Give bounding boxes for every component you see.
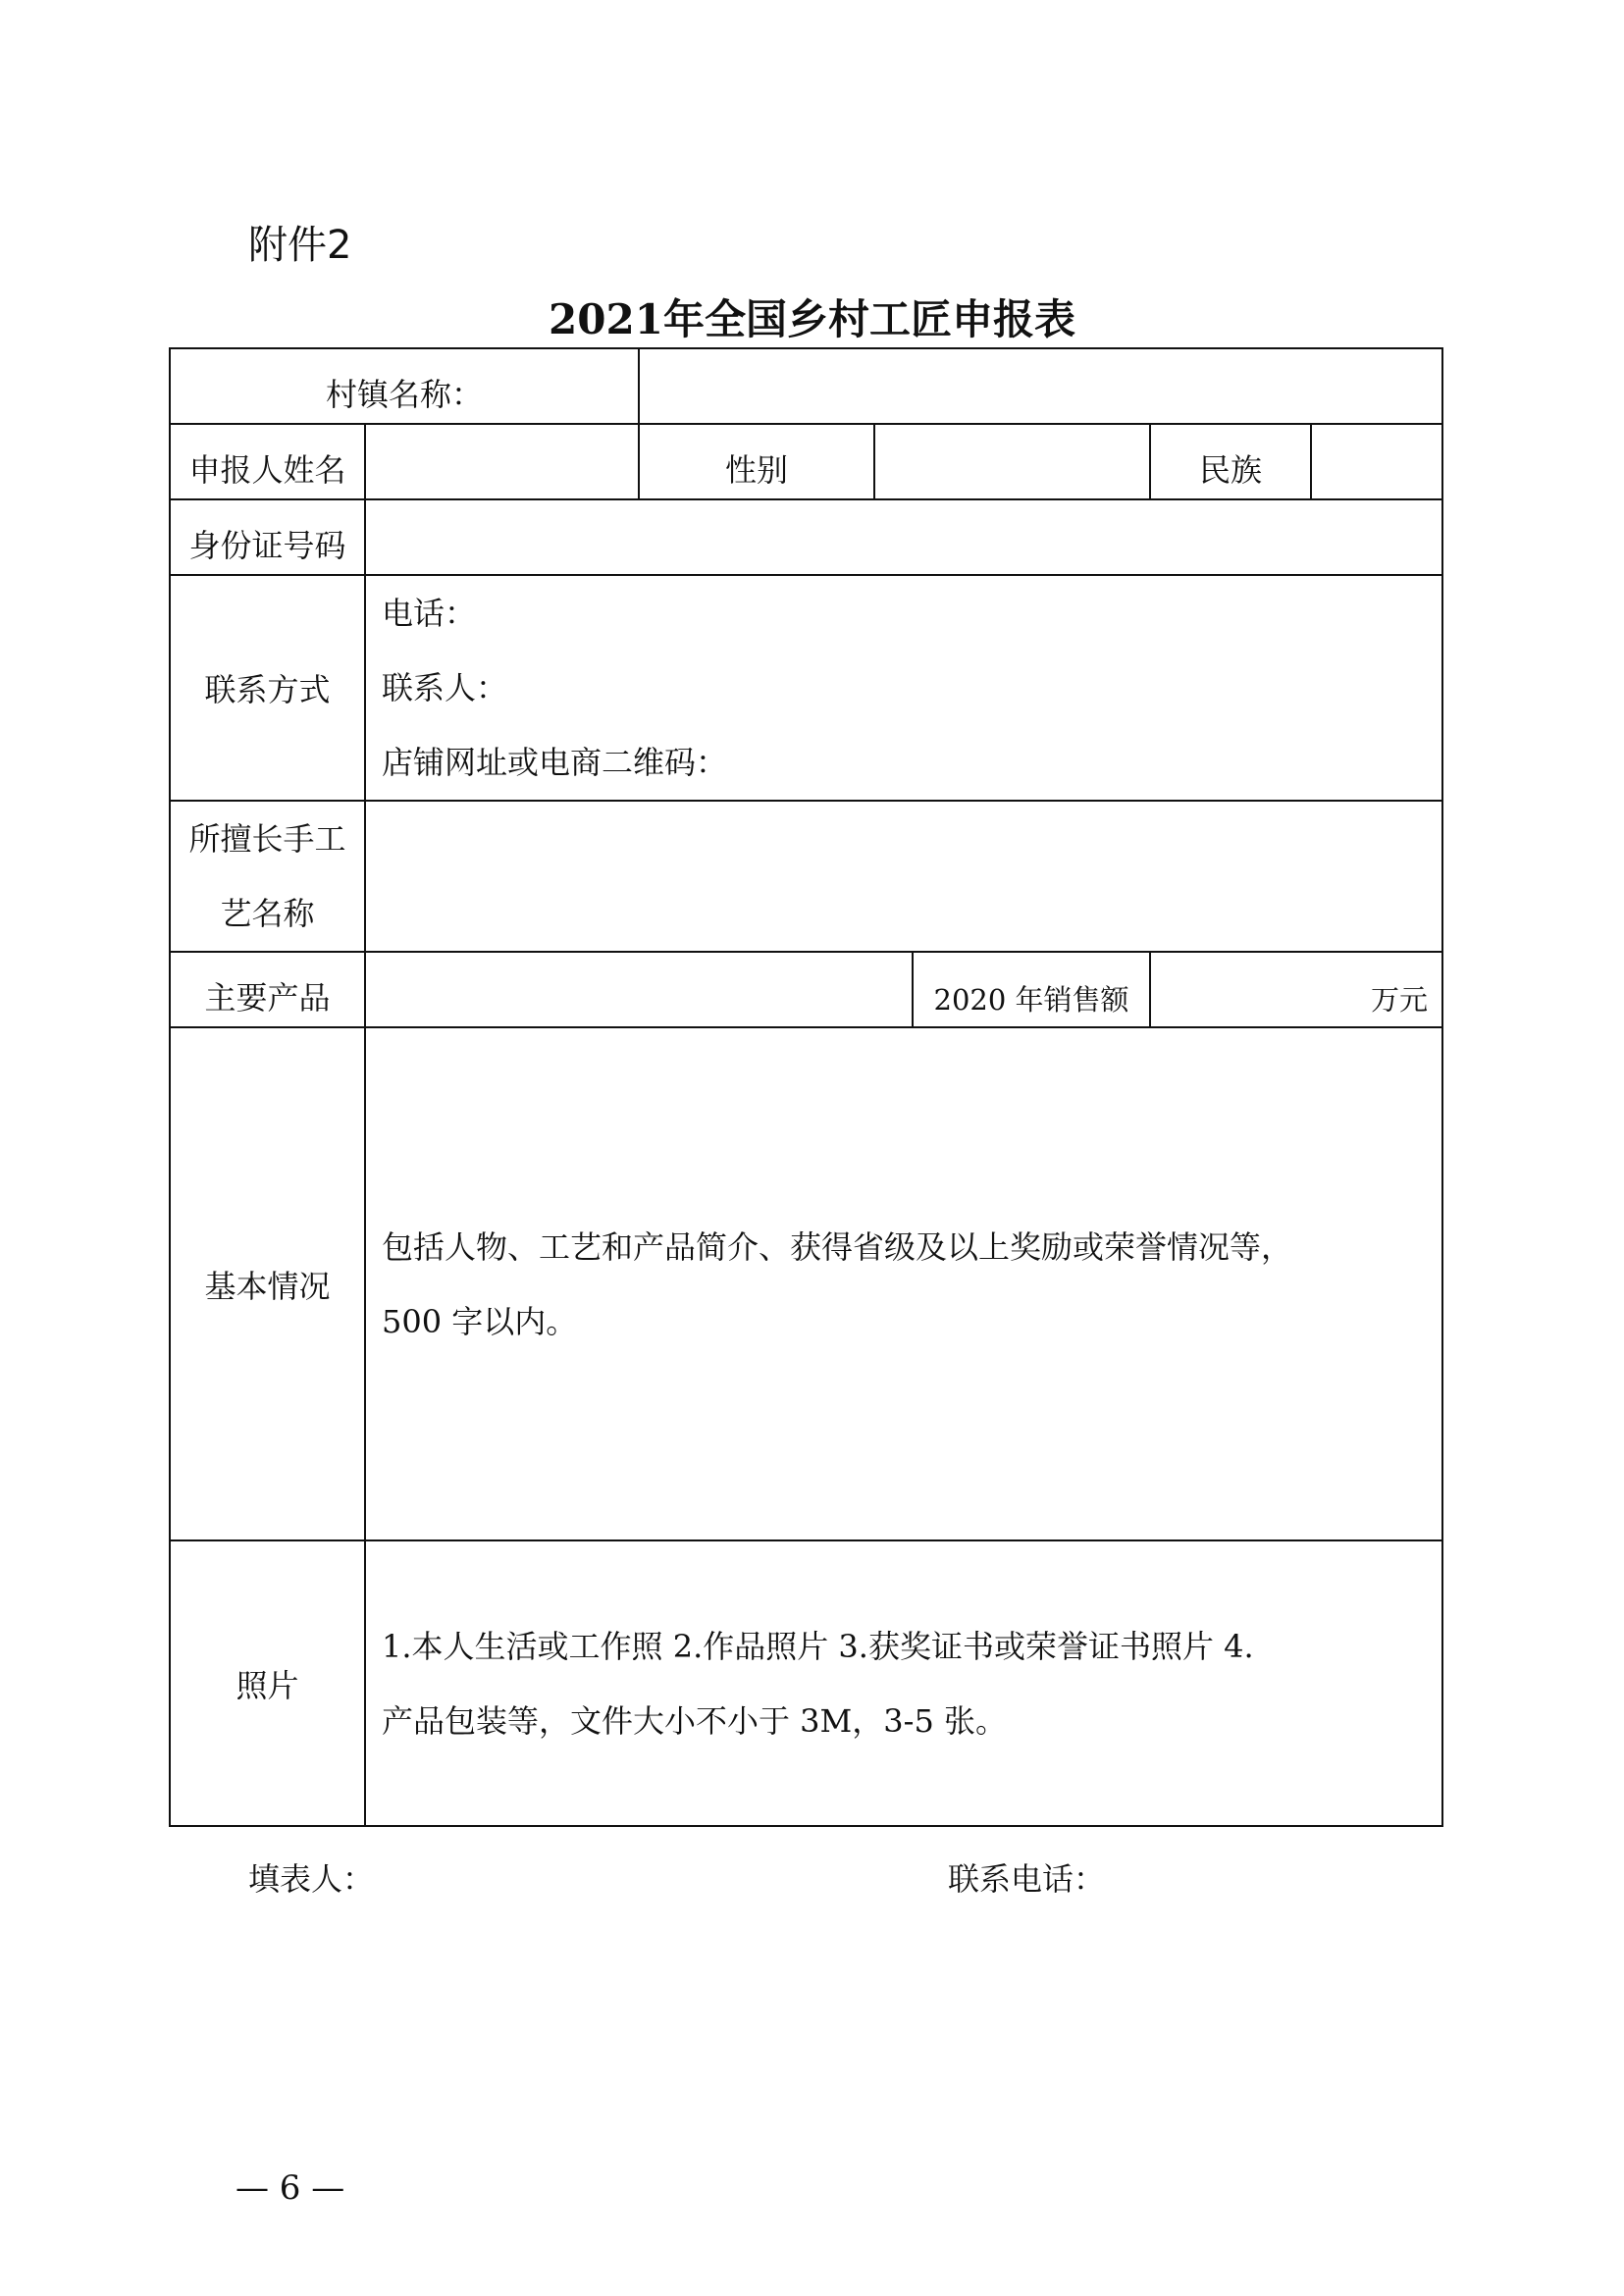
- row-applicant: [170, 424, 1442, 499]
- gender-field[interactable]: [874, 424, 1150, 499]
- applicant-name-label: 申报人姓名: [170, 424, 365, 499]
- applicant-name-field[interactable]: [365, 424, 639, 499]
- photo-hint-1: 1.本人生活或工作照 2.作品照片 3.获奖证书或荣誉证书照片 4.: [382, 1627, 1254, 1665]
- sales-unit: 万元: [1371, 983, 1429, 1017]
- contact-person-line: 联系人：: [382, 669, 508, 706]
- sales-label: 2020 年销售额: [913, 952, 1150, 1027]
- basic-info-label: 基本情况: [170, 1027, 365, 1540]
- row-craft: [170, 801, 1442, 952]
- photo-hint-2: 产品包装等，文件大小不小于 3M，3-5 张。: [382, 1701, 1008, 1740]
- craft-label-line-2: 艺名称: [220, 895, 315, 932]
- photo-field[interactable]: [365, 1540, 1442, 1826]
- page-number: — 6 —: [236, 2168, 345, 2208]
- row-contact: [170, 575, 1442, 801]
- contact-phone-line: 电话：: [382, 595, 477, 632]
- id-number-field[interactable]: [365, 499, 1442, 575]
- contact-shop-line: 店铺网址或电商二维码：: [382, 744, 728, 781]
- application-form-table: [169, 347, 1443, 1827]
- ethnicity-field[interactable]: [1311, 424, 1442, 499]
- basic-info-field[interactable]: [365, 1027, 1442, 1540]
- row-photo: [170, 1540, 1442, 1826]
- id-number-label: 身份证号码: [170, 499, 365, 575]
- craft-label-line-1: 所擅长手工: [188, 820, 346, 858]
- craft-name-field[interactable]: [365, 801, 1442, 952]
- basic-info-hint-2: 500 字以内。: [382, 1302, 578, 1340]
- gender-label: 性别: [639, 424, 874, 499]
- photo-label: 照片: [170, 1540, 365, 1826]
- contact-field[interactable]: [365, 575, 1442, 801]
- village-name-label: 村镇名称：: [170, 348, 639, 424]
- village-name-field[interactable]: [639, 348, 1442, 424]
- basic-info-hint-1: 包括人物、工艺和产品简介、获得省级及以上奖励或荣誉情况等，: [382, 1227, 1293, 1266]
- main-product-field[interactable]: [365, 952, 913, 1027]
- contact-label: 联系方式: [170, 575, 365, 801]
- contact-phone-label: 联系电话：: [948, 1860, 1106, 1898]
- craft-name-label: [170, 801, 365, 952]
- row-village: [170, 348, 1442, 424]
- ethnicity-label: 民族: [1150, 424, 1311, 499]
- attachment-label: 附件2: [248, 223, 352, 268]
- form-title: 2021年全国乡村工匠申报表: [549, 295, 1075, 343]
- sales-field[interactable]: [1150, 952, 1442, 1027]
- row-id: [170, 499, 1442, 575]
- row-basic: [170, 1027, 1442, 1540]
- filler-label: 填表人：: [248, 1860, 375, 1898]
- main-product-label: 主要产品: [170, 952, 365, 1027]
- row-product: [170, 952, 1442, 1027]
